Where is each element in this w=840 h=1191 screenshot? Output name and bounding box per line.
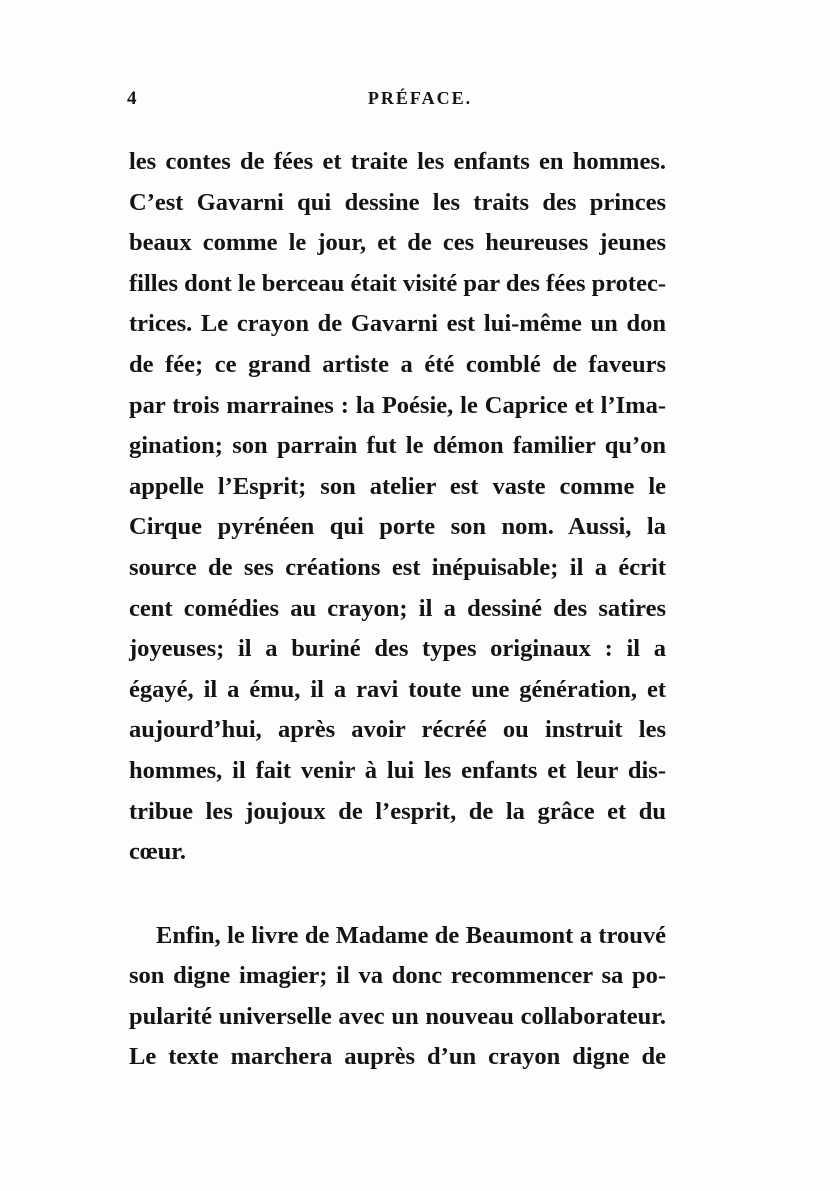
text-line: les contes de fées et traite les enfants en hommes. — [129, 148, 666, 175]
text-line: par trois marraines : la Poésie, le Caprice et l’Ima- — [129, 391, 666, 419]
text-line: hommes, il fait venir à lui les enfants et leur dis- — [129, 756, 666, 784]
text-line: aujourd’hui, après avoir récréé ou instruit les — [129, 716, 666, 744]
text-line: égayé, il a ému, il a ravi toute une génération, et — [129, 675, 666, 703]
text-line: trices. Le crayon de Gavarni est lui-même un don — [129, 310, 666, 338]
text-line: gination; son parrain fut le démon familier qu’on — [129, 432, 666, 460]
text-line: filles dont le berceau était visité par des fées protec- — [129, 269, 666, 297]
text-line: Cirque pyrénéen qui porte son nom. Aussi, la — [129, 513, 666, 541]
text-line: pularité universelle avec un nouveau collaborateur. — [129, 1002, 666, 1030]
text-line: Enfin, le livre de Madame de Beaumont a trouvé — [156, 921, 666, 949]
text-line: beaux comme le jour, et de ces heureuses jeunes — [129, 229, 666, 257]
text-line: tribue les joujoux de l’esprit, de la grâce et du — [129, 797, 666, 825]
text-line: cœur. — [129, 838, 186, 866]
paragraph-1 — [129, 142, 666, 873]
text-line: source de ses créations est inépuisable; il a écrit — [129, 553, 666, 581]
page-number: 4 — [127, 88, 137, 109]
paragraph-2 — [129, 916, 666, 1078]
text-line: appelle l’Esprit; son atelier est vaste comme le — [129, 472, 666, 500]
text-line: cent comédies au crayon; il a dessiné des satires — [129, 594, 666, 622]
text-line: Le texte marchera auprès d’un crayon digne de — [129, 1043, 666, 1071]
running-title: PRÉFACE. — [367, 88, 473, 108]
text-line: de fée; ce grand artiste a été comblé de faveurs — [129, 350, 666, 378]
text-line: C’est Gavarni qui dessine les traits des princes — [129, 188, 666, 216]
text-line: son digne imagier; il va donc recommencer sa po- — [129, 962, 666, 990]
text-line: joyeuses; il a buriné des types originaux : il a — [129, 635, 666, 663]
body-text — [129, 142, 666, 1078]
paragraph-gap — [129, 873, 666, 916]
